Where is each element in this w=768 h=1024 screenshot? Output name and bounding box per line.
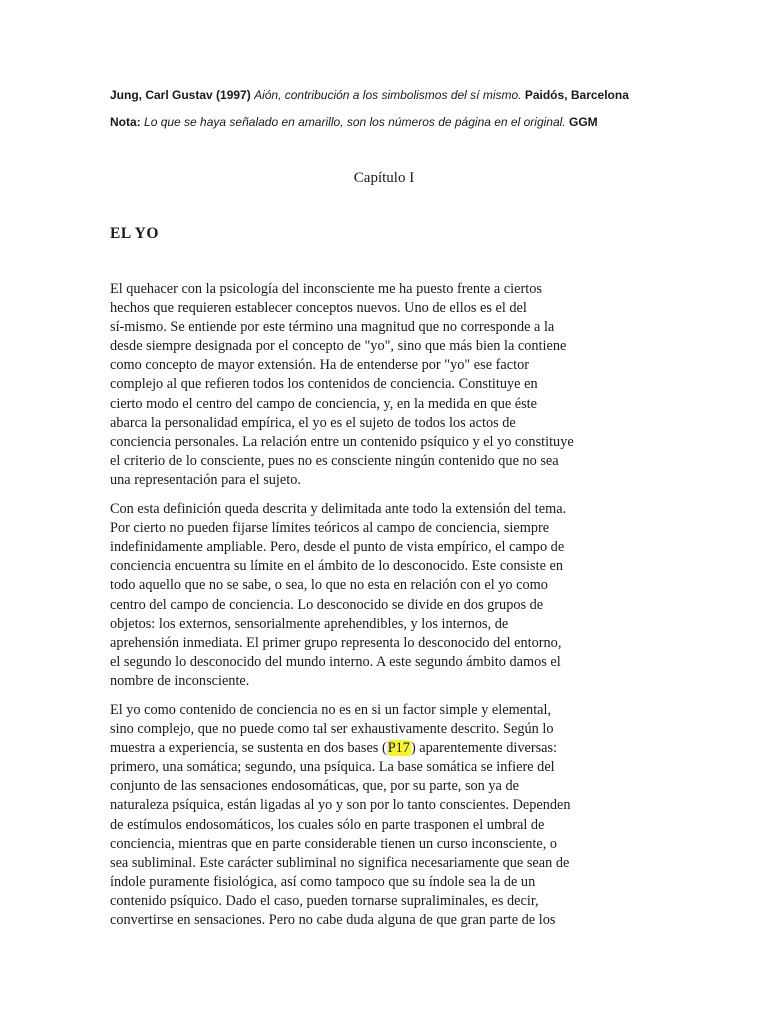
reference-publisher: Paidós, Barcelona xyxy=(524,88,629,102)
text-line: abarca la personalidad empírica, el yo es el sujeto de todos los actos de xyxy=(110,414,516,431)
chapter-heading: Capítulo I xyxy=(353,170,415,186)
text-line: índole puramente fisiológica, así como tampoco que su índole sea la de un xyxy=(110,873,536,890)
text-line: como concepto de mayor extensión. Ha de entenderse por "yo" ese factor xyxy=(110,357,529,374)
text-line: complejo al que refieren todos los contenidos de conciencia. Constituye en xyxy=(110,376,538,393)
note-label: Nota: xyxy=(110,115,141,129)
text-line: contenido psíquico. Dado el caso, pueden tornarse supraliminales, es decir, xyxy=(110,892,539,909)
reference-title: Aión, contribución a los simbolismos del sí mismo. xyxy=(254,88,522,102)
text-line: una representación para el sujeto. xyxy=(110,471,301,488)
text-line: todo aquello que no se sabe, o sea, lo que no esta en relación con el yo como xyxy=(110,577,548,594)
text-line: convertirse en sensaciones. Pero no cabe duda alguna de que gran parte de los xyxy=(110,912,556,928)
text-line: el criterio de lo consciente, pues no es consciente ningún contenido que no sea xyxy=(110,452,559,469)
paragraph-3 xyxy=(110,701,660,930)
text-line: sí-mismo. Se entiende por este término una magnitud que no corresponde a la xyxy=(110,319,555,336)
text-line: sino complejo, que no puede como tal ser exhaustivamente descrito. Según lo xyxy=(110,721,554,738)
text-line: centro del campo de conciencia. Lo desconocido se divide en dos grupos de xyxy=(110,596,544,613)
text-line: hechos que requieren establecer conceptos nuevos. Uno de ellos es el del xyxy=(110,300,527,317)
text-line: de estímulos endosomáticos, los cuales sólo en parte trasponen el umbral de xyxy=(110,816,545,833)
text-line: Con esta definición queda descrita y delimitada ante todo la extensión del tema. xyxy=(110,501,567,518)
body-text xyxy=(110,280,660,940)
text-line: el segundo lo desconocido del mundo interno. A este segundo ámbito damos el xyxy=(110,653,561,670)
page-number-highlight: P17 xyxy=(387,740,410,757)
text-line: Por cierto no pueden fijarse límites teóricos al campo de conciencia, siempre xyxy=(110,520,550,537)
note-text: Lo que se haya señalado en amarillo, son los números de página en el original. xyxy=(144,115,566,129)
text-line: conciencia, mientras que en parte considerable tienen un curso inconsciente, o xyxy=(110,835,557,852)
section-title: EL YO xyxy=(110,225,159,242)
note-line xyxy=(110,114,670,130)
bibliographic-reference xyxy=(110,87,670,103)
line-text-after-mark: ) aparentemente diversas: xyxy=(410,740,558,757)
text-line: conciencia encuentra su límite en el ámbito de lo desconocido. Este consiste en xyxy=(110,558,563,575)
text-line: sea subliminal. Este carácter subliminal no significa necesariamente que sean de xyxy=(110,854,570,871)
text-line: naturaleza psíquica, están ligadas al yo y son por lo tanto conscientes. Dependen xyxy=(110,797,571,814)
paragraph-2 xyxy=(110,500,660,691)
note-signature: GGM xyxy=(568,115,598,129)
reference-author: Jung, Carl Gustav (1997) xyxy=(110,88,251,102)
text-line: desde siempre designada por el concepto de "yo", sino que más bien la contiene xyxy=(110,338,567,355)
text-line: conjunto de las sensaciones endosomáticas, que, por su parte, son ya de xyxy=(110,778,519,795)
text-line: aprehensión inmediata. El primer grupo representa lo desconocido del entorno, xyxy=(110,634,562,651)
text-line: El quehacer con la psicología del inconsciente me ha puesto frente a ciertos xyxy=(110,281,542,297)
text-line: nombre de inconsciente. xyxy=(110,672,250,689)
text-line: objetos: los externos, sensorialmente aprehendibles, y los internos, de xyxy=(110,615,509,632)
line-text-before-mark: muestra a experiencia, se sustenta en dos bases ( xyxy=(110,740,387,757)
paragraph-1 xyxy=(110,280,660,490)
text-line: conciencia personales. La relación entre un contenido psíquico y el yo constituye xyxy=(110,433,574,450)
text-line-with-page-mark xyxy=(110,739,660,758)
text-line: El yo como contenido de conciencia no es en si un factor simple y elemental, xyxy=(110,701,552,718)
text-line: primero, una somática; segundo, una psíquica. La base somática se infiere del xyxy=(110,759,555,776)
text-line: cierto modo el centro del campo de conciencia, y, en la medida en que éste xyxy=(110,395,538,412)
text-line: indefinidamente ampliable. Pero, desde el punto de vista empírico, el campo de xyxy=(110,539,565,556)
